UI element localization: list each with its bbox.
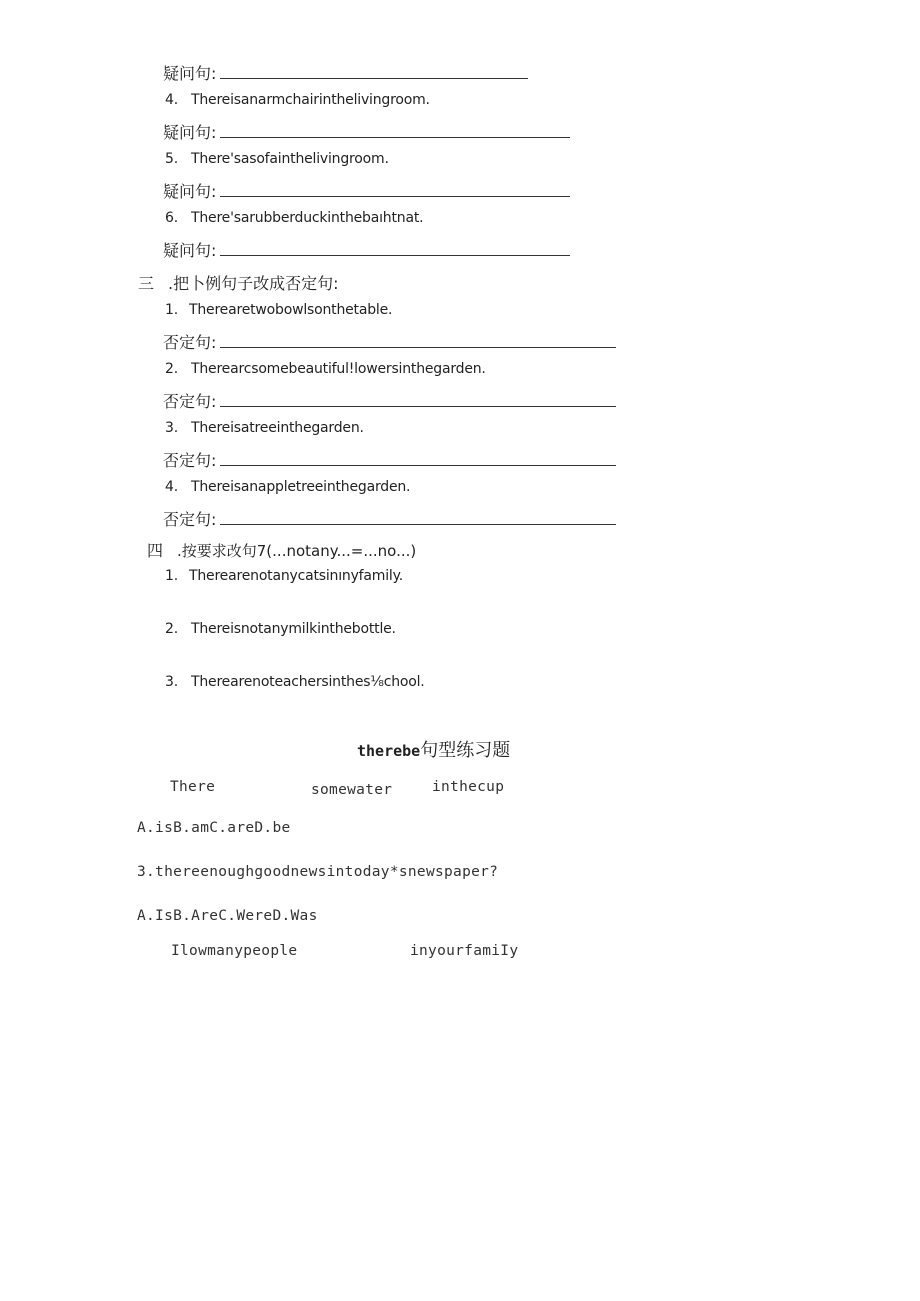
- item-text: There'sasofainthelivingroom.: [191, 151, 389, 167]
- item-number: 1.: [165, 568, 178, 584]
- question-prompt-label: 疑问句:: [163, 64, 217, 83]
- answer-line[interactable]: [163, 389, 616, 412]
- section-heading: [147, 538, 416, 561]
- title-latin: therebe: [357, 742, 421, 760]
- answer-line[interactable]: [163, 61, 528, 84]
- list-item: [165, 621, 396, 637]
- item-text: Thereisanappletreeinthegarden.: [191, 479, 411, 495]
- answer-blank[interactable]: [220, 510, 616, 525]
- answer-blank[interactable]: [220, 392, 616, 407]
- question-text: somewater: [311, 782, 393, 798]
- list-item: [165, 361, 486, 377]
- item-number: 6.: [165, 210, 178, 226]
- list-item: [165, 674, 425, 690]
- list-item: [165, 479, 410, 495]
- answer-line[interactable]: [163, 120, 570, 143]
- item-number: 2.: [165, 621, 178, 637]
- section-number: 四: [147, 541, 164, 560]
- answer-line[interactable]: [163, 179, 570, 202]
- answer-line[interactable]: [163, 448, 616, 471]
- item-number: 1.: [165, 302, 178, 318]
- question-prompt-label: 疑问句:: [163, 241, 217, 260]
- item-text: Thereisatreeinthegarden.: [191, 420, 364, 436]
- negative-prompt-label: 否定句:: [163, 451, 217, 470]
- item-number: 4.: [165, 479, 178, 495]
- answer-line[interactable]: [163, 238, 570, 261]
- question-text: 3.thereenoughgoodnewsintoday*snewspaper?: [137, 864, 499, 880]
- answer-blank[interactable]: [220, 64, 528, 79]
- item-number: 3.: [165, 674, 178, 690]
- negative-prompt-label: 否定句:: [163, 510, 217, 529]
- answer-blank[interactable]: [220, 123, 570, 138]
- negative-prompt-label: 否定句:: [163, 392, 217, 411]
- question-text: There: [170, 779, 216, 795]
- list-item: [165, 151, 389, 167]
- section-heading: [138, 271, 338, 294]
- question-prompt-label: 疑问句:: [163, 123, 217, 142]
- question-text: inyourfamiIy: [410, 943, 519, 959]
- list-item: [165, 302, 392, 318]
- answer-blank[interactable]: [220, 241, 570, 256]
- list-item: [165, 210, 423, 226]
- answer-options: A.isB.amC.areD.be: [137, 820, 291, 836]
- section-number: 三: [138, 274, 155, 293]
- answer-blank[interactable]: [220, 182, 570, 197]
- item-text: Thereisnotanymilkinthebottle.: [191, 621, 396, 637]
- item-number: 3.: [165, 420, 178, 436]
- item-text: Therearenoteachersinthes⅛chool.: [191, 674, 425, 690]
- item-text: There'sarubberduckinthebaıhtnat.: [191, 210, 424, 226]
- page-title: [357, 736, 510, 762]
- list-item: [165, 568, 403, 584]
- list-item: [165, 420, 364, 436]
- item-text: Therearenotanycatsinınyfamily.: [189, 568, 403, 584]
- answer-blank[interactable]: [220, 333, 616, 348]
- item-text: Therearetwobowlsonthetable.: [189, 302, 393, 318]
- answer-blank[interactable]: [220, 451, 616, 466]
- negative-prompt-label: 否定句:: [163, 333, 217, 352]
- answer-line[interactable]: [163, 330, 616, 353]
- question-text: inthecup: [432, 779, 505, 795]
- item-number: 2.: [165, 361, 178, 377]
- item-number: 4.: [165, 92, 178, 108]
- item-text: Thereisanarmchairinthelivingroom.: [191, 92, 430, 108]
- list-item: [165, 92, 430, 108]
- question-text: Ilowmanypeople: [171, 943, 298, 959]
- answer-line[interactable]: [163, 507, 616, 530]
- item-number: 5.: [165, 151, 178, 167]
- question-prompt-label: 疑问句:: [163, 182, 217, 201]
- section-title: .按要求改句7(...notany...=...no...): [177, 542, 417, 560]
- title-cjk: 句型练习题: [420, 740, 511, 761]
- answer-options: A.IsB.AreC.WereD.Was: [137, 908, 318, 924]
- item-text: Therearcsomebeautiful!lowersinthegarden.: [191, 361, 486, 377]
- section-title: .把卜例句子改成否定句:: [168, 274, 339, 293]
